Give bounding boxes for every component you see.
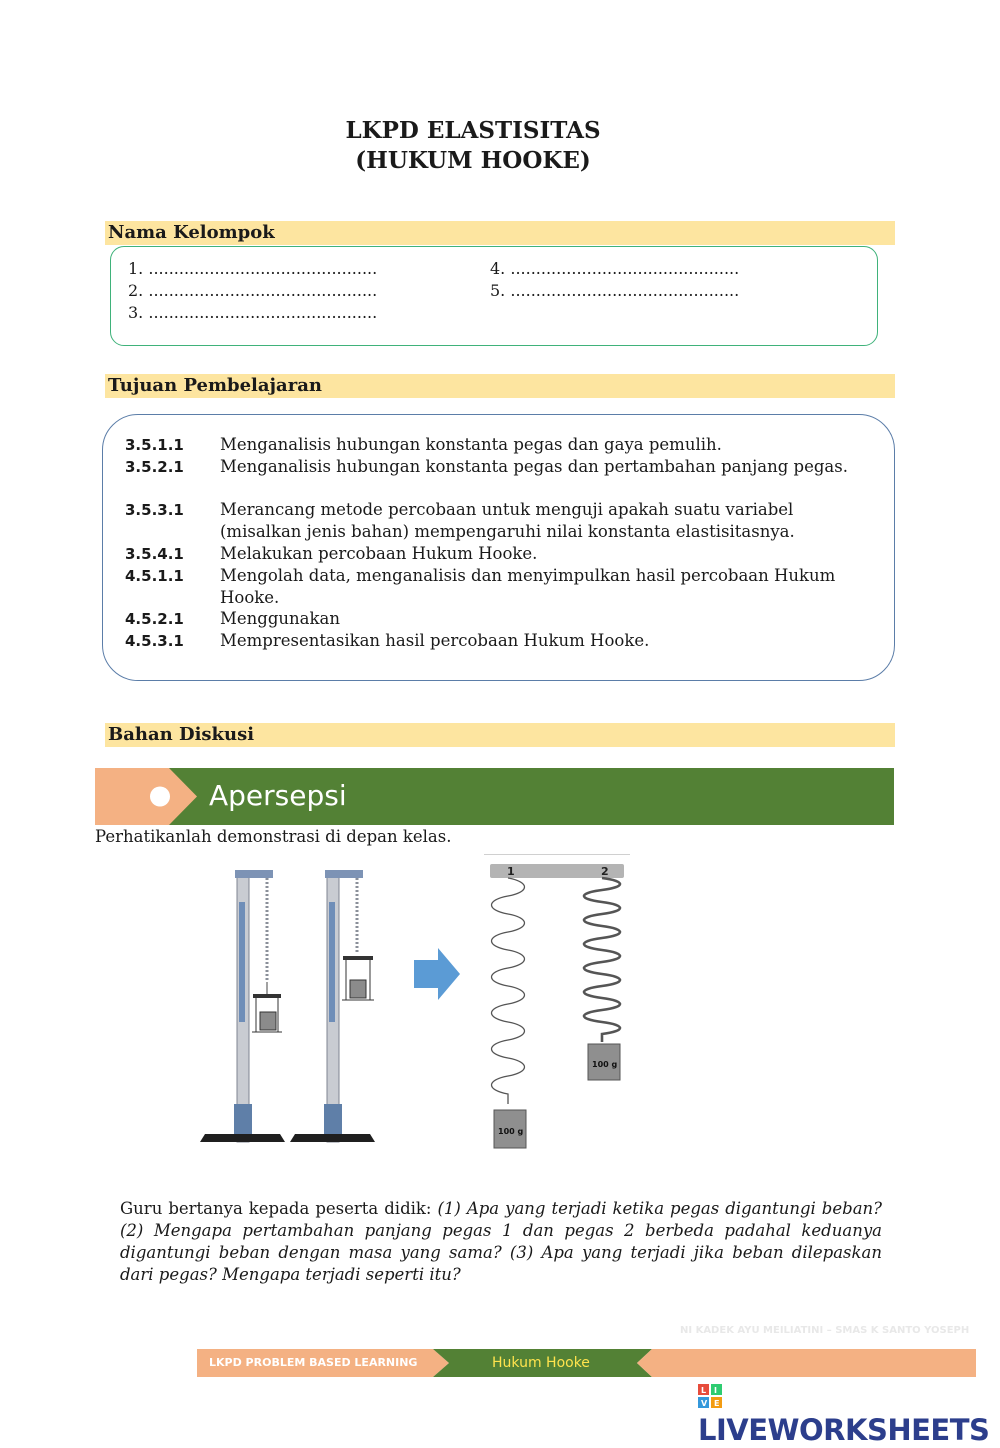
- author-credit: NI KADEK AYU MEILIATINI – SMAS K SANTO YOSEPH: [680, 1325, 970, 1336]
- mass-2-label: 100 g: [592, 1060, 618, 1069]
- liveworksheets-brand[interactable]: [698, 1376, 1000, 1448]
- goal-text: Mempresentasikan hasil percobaan Hukum Hooke.: [220, 631, 650, 650]
- group-member-4[interactable]: 4. .............................................: [490, 259, 740, 278]
- group-member-2[interactable]: 2. .............................................: [128, 281, 378, 300]
- stand-1: [200, 870, 285, 1142]
- goal-text: Mengolah data, menganalisis dan menyimpulkan hasil percobaan Hukum Hooke.: [220, 566, 836, 607]
- question-body: (1) Apa yang terjadi ketika pegas digantungi beban? (2) Mengapa pertambahan panjang pegas 1 dan pegas 2 berbeda padahal keduanya digantungi beban dengan masa yang sama? (3) Apa yang terjadi jika beban dilepaskan dari pegas? Mengapa terjadi seperti itu?: [120, 1199, 883, 1284]
- goal-code: 4.5.3.1: [125, 632, 184, 650]
- group-member-5[interactable]: 5. .............................................: [490, 281, 740, 300]
- section-header-nama-kelompok: [105, 221, 895, 245]
- banner-peach-chevron: [95, 768, 197, 825]
- teacher-question: [120, 1198, 882, 1286]
- page-subtitle: (HUKUM HOOKE): [355, 147, 591, 174]
- question-lead: Guru bertanya kepada peserta didik:: [120, 1199, 438, 1218]
- goal-text: Menganalisis hubungan konstanta pegas dan pertambahan panjang pegas.: [220, 457, 848, 476]
- footer-topic-label: Hukum Hooke: [492, 1355, 590, 1371]
- goal-text: Merancang metode percobaan untuk menguji apakah suatu variabel (misalkan jenis bahan) mempengaruhi nilai konstanta elastisitasnya.: [220, 500, 795, 541]
- goal-code: 4.5.1.1: [125, 567, 184, 585]
- brand-name: LIVEWORKSHEETS: [698, 1413, 990, 1447]
- goal-code: 3.5.2.1: [125, 458, 184, 476]
- apersepsi-instruction: Perhatikanlah demonstrasi di depan kelas.: [95, 827, 452, 846]
- right-arrow-icon: [414, 948, 460, 1000]
- page-title: LKPD ELASTISITAS: [345, 117, 601, 144]
- spring-2: [584, 878, 620, 1042]
- logo-letter-l: L: [701, 1386, 706, 1395]
- logo-letter-v: V: [701, 1399, 707, 1408]
- liveworksheets-logo-icon: [698, 1384, 722, 1408]
- apersepsi-label: Apersepsi: [209, 779, 347, 812]
- logo-letter-e: E: [714, 1399, 719, 1408]
- goal-code: 3.5.4.1: [125, 545, 184, 563]
- hooke-demonstration-figure: [190, 852, 650, 1162]
- spring-1-label: 1: [507, 865, 515, 878]
- group-member-1[interactable]: 1. .............................................: [128, 259, 378, 278]
- goal-text: Menggunakan: [220, 609, 340, 628]
- spring-2-label: 2: [601, 865, 609, 878]
- section-title: Nama Kelompok: [108, 222, 275, 243]
- section-title: Bahan Diskusi: [108, 724, 255, 745]
- goal-code: 3.5.3.1: [125, 501, 184, 519]
- footer-left-label: LKPD PROBLEM BASED LEARNING: [209, 1356, 418, 1369]
- spring-1: [492, 878, 525, 1104]
- section-header-tujuan: [105, 374, 895, 398]
- section-header-bahan: [105, 723, 895, 747]
- goal-code: 4.5.2.1: [125, 610, 184, 628]
- group-member-3[interactable]: 3. .............................................: [128, 303, 378, 322]
- stand-2: [290, 870, 375, 1142]
- goal-text: Menganalisis hubungan konstanta pegas dan gaya pemulih.: [220, 435, 722, 454]
- logo-letter-i: I: [714, 1386, 717, 1395]
- section-title: Tujuan Pembelajaran: [108, 375, 322, 396]
- footer-bar: [197, 1349, 976, 1377]
- goal-text: Melakukan percobaan Hukum Hooke.: [220, 544, 538, 563]
- apersepsi-banner: [95, 768, 894, 825]
- goal-code: 3.5.1.1: [125, 436, 184, 454]
- mass-1-label: 100 g: [498, 1127, 524, 1136]
- circle-bullet-icon: [150, 787, 170, 807]
